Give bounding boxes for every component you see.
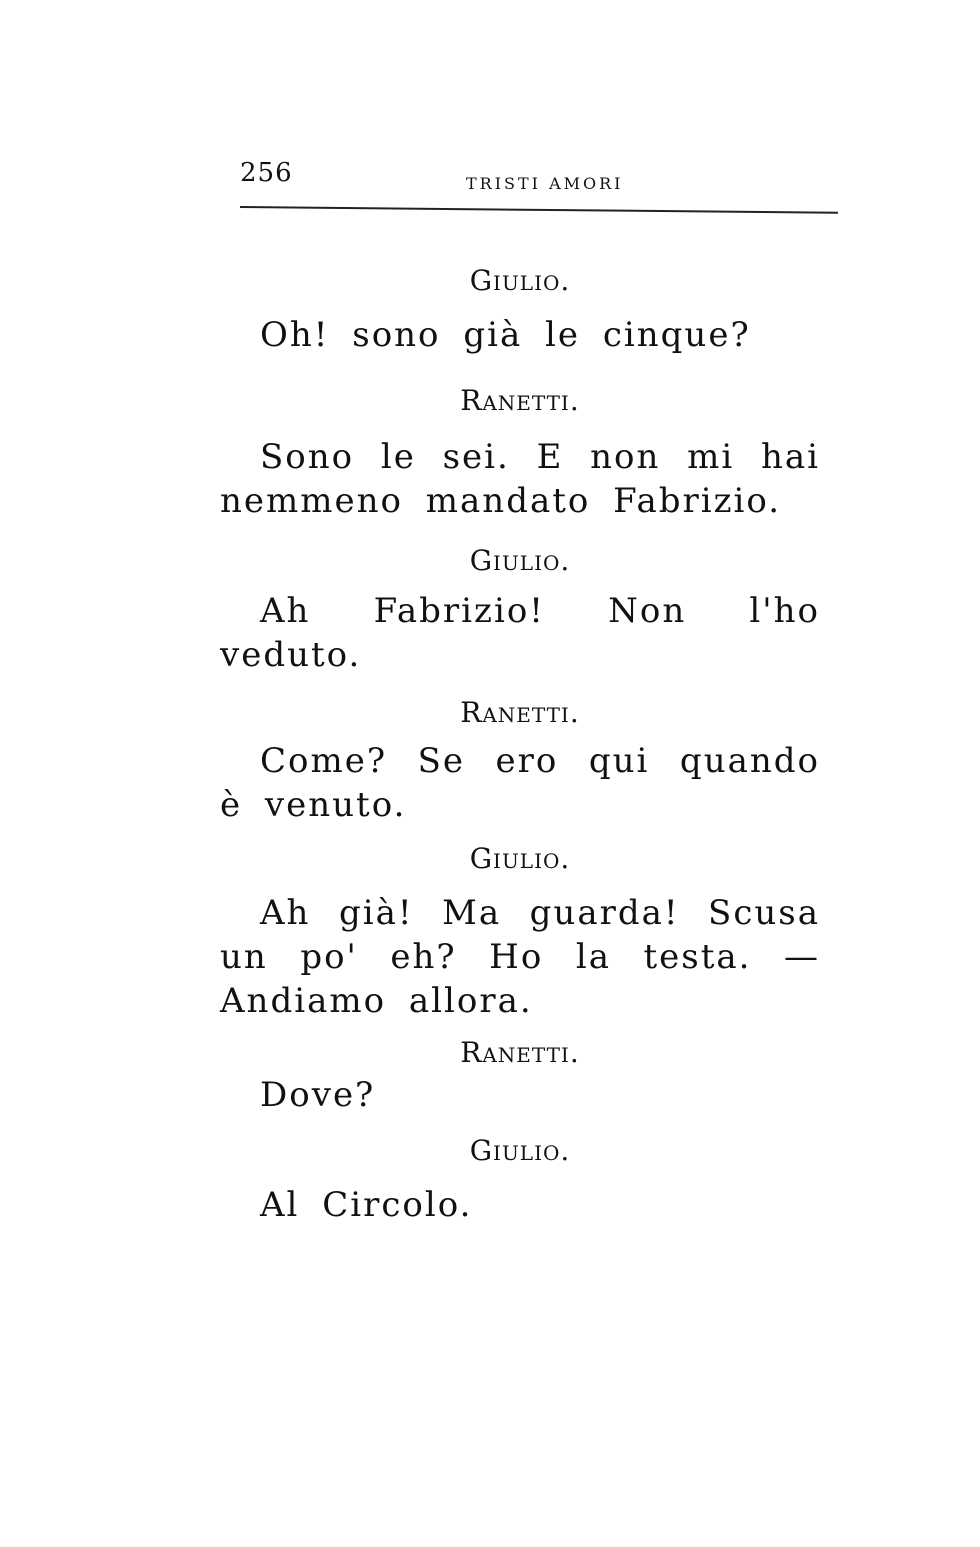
dialogue-body (220, 255, 820, 1227)
dialogue-block (220, 384, 820, 523)
dialogue-block (220, 1036, 820, 1117)
dialogue-block (220, 1134, 820, 1227)
running-title: TRISTI AMORI (466, 174, 624, 193)
speech-line: Sono le sei. E non mi hai nemmeno mandato Fabrizio. (220, 437, 820, 521)
speaker-name: Giulio. (469, 842, 571, 875)
speaker-name: Giulio. (469, 264, 571, 297)
page-number: 256 (240, 158, 293, 188)
speaker-name: Giulio. (469, 1134, 571, 1167)
speech-line: Ah già! Ma guarda! Scusa un po' eh? Ho la testa. — Andiamo allora. (220, 893, 820, 1021)
speaker-name: Ranetti. (460, 384, 580, 417)
speaker-name: Ranetti. (460, 1036, 580, 1069)
speaker-name: Ranetti. (460, 696, 580, 729)
speech-line: Oh! sono già le cinque? (260, 315, 751, 355)
dialogue-block (220, 842, 820, 1023)
speech-line: Come? Se ero qui quando è venuto. (220, 741, 820, 825)
header-rule (240, 206, 838, 214)
speech-line: Ah Fabrizio! Non l'ho veduto. (220, 591, 820, 675)
page-header (240, 158, 840, 218)
speech-line: Al Circolo. (260, 1185, 473, 1225)
speaker-name: Giulio. (469, 544, 571, 577)
dialogue-block (220, 696, 820, 827)
dialogue-block (220, 544, 820, 677)
dialogue-block (220, 264, 820, 357)
speech-line: Dove? (260, 1075, 376, 1115)
